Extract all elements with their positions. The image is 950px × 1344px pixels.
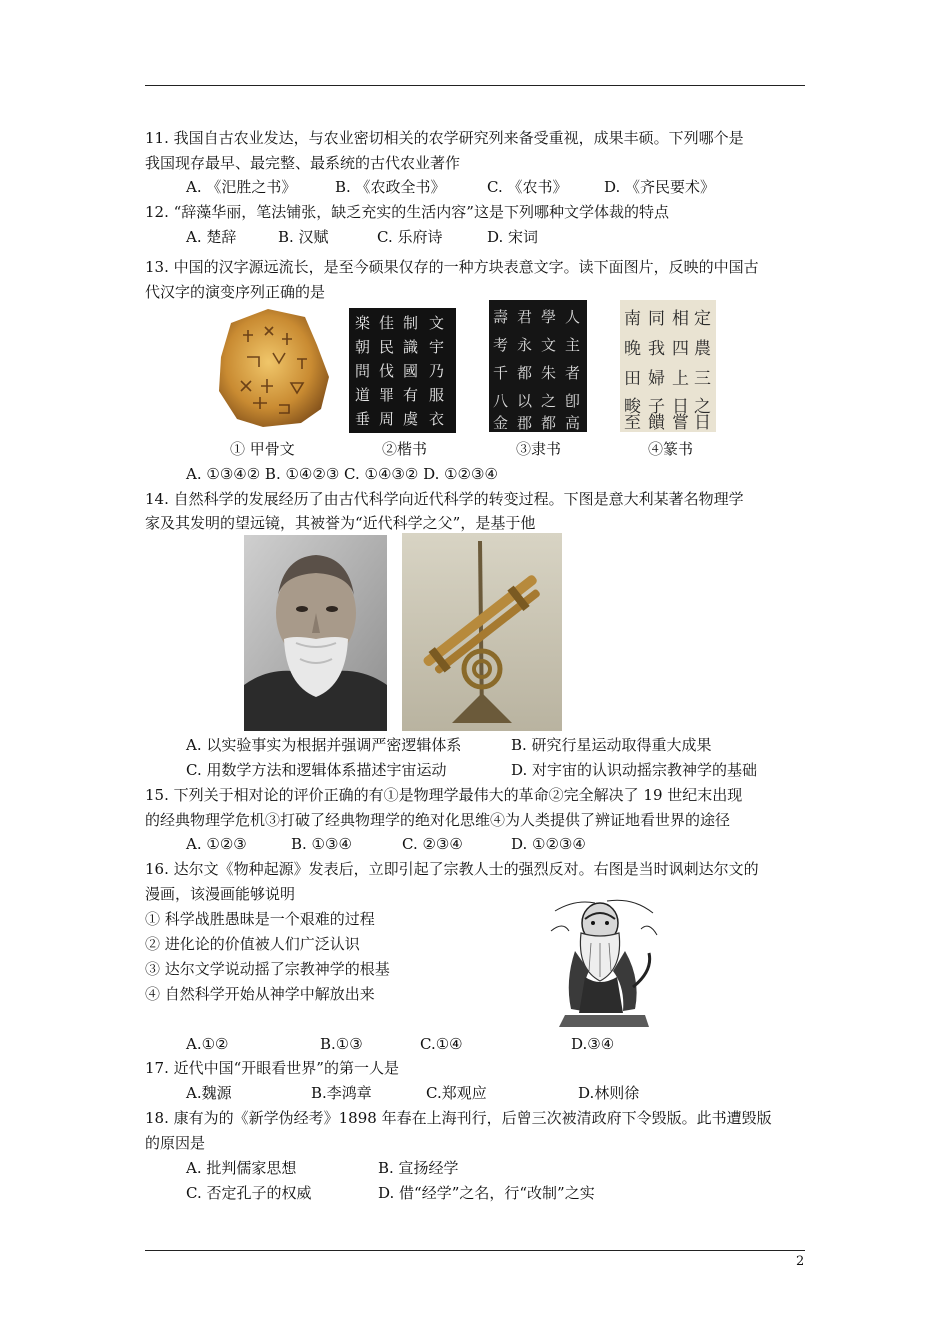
- svg-text:饋: 饋: [648, 413, 665, 432]
- footer-rule: [145, 1250, 805, 1251]
- svg-text:同: 同: [648, 309, 665, 329]
- caption-kaishu: ②楷书: [382, 440, 428, 458]
- q12-option-a: A. 楚辞: [186, 228, 237, 246]
- svg-text:至: 至: [624, 413, 641, 432]
- q16-option-c: C.①④: [420, 1035, 463, 1053]
- svg-text:者: 者: [565, 364, 581, 382]
- q13-options: A. ①③④② B. ①④②③ C. ①④③② D. ①②③④: [186, 465, 498, 483]
- svg-text:文: 文: [541, 336, 557, 354]
- q17-stem: 17. 近代中国“开眼看世界”的第一人是: [145, 1059, 399, 1077]
- svg-text:道: 道: [355, 386, 371, 404]
- q12-option-d: D. 宋词: [487, 228, 539, 246]
- svg-text:農: 農: [694, 339, 711, 359]
- q14-option-d: D. 对宇宙的认识动摇宗教神学的基础: [511, 761, 758, 779]
- svg-text:制: 制: [403, 314, 419, 332]
- oracle-bone-image: [213, 305, 333, 430]
- q11-option-a: A. 《汜胜之书》: [186, 178, 297, 196]
- q15-option-d: D. ①②③④: [511, 835, 586, 853]
- svg-text:永: 永: [517, 336, 533, 354]
- svg-text:畯: 畯: [624, 397, 641, 417]
- q13-stem-line1: 13. 中国的汉字源远流长，是至今硕果仅存的一种方块表意文字。读下面图片，反映的中国古: [145, 258, 759, 276]
- q16-item-3: ③ 达尔文学说动摇了宗教神学的根基: [145, 960, 390, 978]
- q15-stem-line2: 的经典物理学危机③打破了经典物理学的绝对化思维④为人类提供了辨证地看世界的途径: [145, 811, 731, 829]
- q14-option-c: C. 用数学方法和逻辑体系描述宇宙运动: [186, 761, 447, 779]
- svg-text:之: 之: [541, 392, 557, 410]
- caption-lishu: ③隶书: [516, 440, 562, 458]
- svg-text:有: 有: [403, 386, 419, 404]
- q16-item-1: ① 科学战胜愚昧是一个艰难的过程: [145, 910, 375, 928]
- svg-text:千: 千: [493, 364, 509, 382]
- svg-text:宇: 宇: [429, 338, 445, 356]
- q16-option-d: D.③④: [571, 1035, 615, 1053]
- svg-text:問: 問: [355, 362, 371, 380]
- caption-oracle-bone: ① 甲骨文: [230, 440, 295, 458]
- svg-text:子: 子: [648, 397, 665, 417]
- svg-text:以: 以: [517, 392, 533, 410]
- q18-option-b: B. 宣扬经学: [378, 1159, 459, 1177]
- q16-option-b: B.①③: [320, 1035, 363, 1053]
- lishu-image: [489, 300, 587, 432]
- q14-stem-line1: 14. 自然科学的发展经历了由古代科学向近代科学的转变过程。下图是意大利某著名物理学: [145, 490, 744, 508]
- q14-stem-line2: 家及其发明的望远镜，其被誉为“近代科学之父”，是基于他: [145, 514, 536, 532]
- q18-option-a: A. 批判儒家思想: [186, 1159, 297, 1177]
- galileo-portrait-image: [244, 535, 387, 731]
- q15-option-b: B. ①③④: [291, 835, 352, 853]
- svg-text:都: 都: [541, 414, 557, 432]
- q16-item-2: ② 进化论的价值被人们广泛认识: [145, 935, 360, 953]
- svg-text:考: 考: [493, 336, 509, 354]
- svg-text:上: 上: [672, 369, 689, 389]
- q12-option-b: B. 汉赋: [278, 228, 329, 246]
- svg-text:周: 周: [379, 410, 395, 428]
- svg-text:之: 之: [694, 397, 711, 417]
- svg-text:罪: 罪: [379, 386, 395, 404]
- q18-stem-line2: 的原因是: [145, 1134, 206, 1152]
- darwin-caricature-image: [545, 891, 660, 1031]
- svg-text:金: 金: [493, 414, 509, 432]
- caption-zhuanshu: ④篆书: [648, 440, 694, 458]
- svg-text:我: 我: [648, 339, 665, 359]
- svg-text:主: 主: [565, 336, 581, 354]
- q17-option-b: B.李鸿章: [311, 1084, 372, 1102]
- q14-option-a: A. 以实验事实为根据并强调严密逻辑体系: [186, 736, 462, 754]
- svg-text:虞: 虞: [403, 410, 419, 428]
- svg-text:三: 三: [694, 369, 711, 389]
- q17-option-a: A.魏源: [186, 1084, 232, 1102]
- svg-text:八: 八: [493, 392, 509, 410]
- svg-text:文: 文: [429, 314, 445, 332]
- q14-option-b: B. 研究行星运动取得重大成果: [511, 736, 712, 754]
- header-rule: [145, 85, 805, 86]
- zhuanshu-image: [620, 300, 716, 432]
- svg-text:四: 四: [672, 339, 689, 359]
- q15-option-a: A. ①②③: [186, 835, 247, 853]
- q18-option-d: D. 借“经学”之名，行“改制”之实: [378, 1184, 595, 1202]
- svg-text:南: 南: [624, 309, 641, 329]
- q13-stem-line2: 代汉字的演变序列正确的是: [145, 283, 326, 301]
- q12-stem: 12. “辞藻华丽，笔法铺张，缺乏充实的生活内容”这是下列哪种文学体裁的特点: [145, 203, 669, 221]
- svg-text:嘗: 嘗: [672, 413, 689, 432]
- q16-stem-line1: 16. 达尔文《物种起源》发表后，立即引起了宗教人士的强烈反对。右图是当时讽刺达尔文的: [145, 860, 759, 878]
- svg-text:田: 田: [624, 369, 641, 389]
- q17-option-d: D.林则徐: [578, 1084, 640, 1102]
- q12-option-c: C. 乐府诗: [377, 228, 443, 246]
- svg-text:晚: 晚: [624, 339, 641, 359]
- q11-option-b: B. 《农政全书》: [335, 178, 446, 196]
- q11-option-d: D. 《齐民要术》: [604, 178, 716, 196]
- svg-text:服: 服: [429, 386, 445, 404]
- svg-text:婦: 婦: [648, 369, 665, 389]
- q11-stem-line1: 11. 我国自古农业发达，与农业密切相关的农学研究列来备受重视，成果丰硕。下列哪个是: [145, 129, 744, 147]
- svg-text:日: 日: [694, 413, 711, 432]
- q16-item-4: ④ 自然科学开始从神学中解放出来: [145, 985, 375, 1003]
- telescope-image: [402, 533, 562, 731]
- svg-text:卽: 卽: [565, 392, 581, 410]
- svg-text:乃: 乃: [429, 362, 445, 380]
- svg-text:郡: 郡: [517, 414, 533, 432]
- svg-text:學: 學: [541, 308, 557, 326]
- q11-option-c: C. 《农书》: [487, 178, 568, 196]
- svg-text:相: 相: [672, 309, 689, 329]
- svg-text:定: 定: [694, 309, 711, 329]
- svg-text:識: 識: [403, 338, 419, 356]
- q16-option-a: A.①②: [186, 1035, 229, 1053]
- svg-text:人: 人: [565, 308, 581, 326]
- svg-text:佳: 佳: [379, 314, 395, 332]
- svg-text:君: 君: [517, 308, 533, 326]
- svg-text:壽: 壽: [493, 308, 509, 326]
- q15-stem-line1: 15. 下列关于相对论的评价正确的有①是物理学最伟大的革命②完全解决了 19 世纪末出现: [145, 786, 743, 804]
- kaishu-image: [349, 308, 456, 433]
- q15-option-c: C. ②③④: [402, 835, 463, 853]
- svg-text:朱: 朱: [541, 364, 557, 382]
- q16-stem-line2: 漫画，该漫画能够说明: [145, 885, 296, 903]
- q18-option-c: C. 否定孔子的权威: [186, 1184, 312, 1202]
- svg-text:衣: 衣: [429, 410, 445, 428]
- svg-text:伐: 伐: [379, 362, 395, 380]
- svg-text:日: 日: [672, 397, 689, 417]
- page-number: 2: [796, 1254, 805, 1269]
- q17-option-c: C.郑观应: [426, 1084, 487, 1102]
- svg-text:垂: 垂: [355, 410, 371, 428]
- svg-text:民: 民: [379, 338, 395, 356]
- q11-stem-line2: 我国现存最早、最完整、最系统的古代农业著作: [145, 154, 461, 172]
- svg-text:朝: 朝: [355, 338, 371, 356]
- svg-text:都: 都: [517, 364, 533, 382]
- q18-stem-line1: 18. 康有为的《新学伪经考》1898 年春在上海刊行，后曾三次被清政府下令毁版。此书遭毁版: [145, 1109, 772, 1127]
- svg-text:楽: 楽: [355, 314, 371, 332]
- svg-text:高: 高: [565, 414, 581, 432]
- svg-text:國: 國: [403, 362, 419, 380]
